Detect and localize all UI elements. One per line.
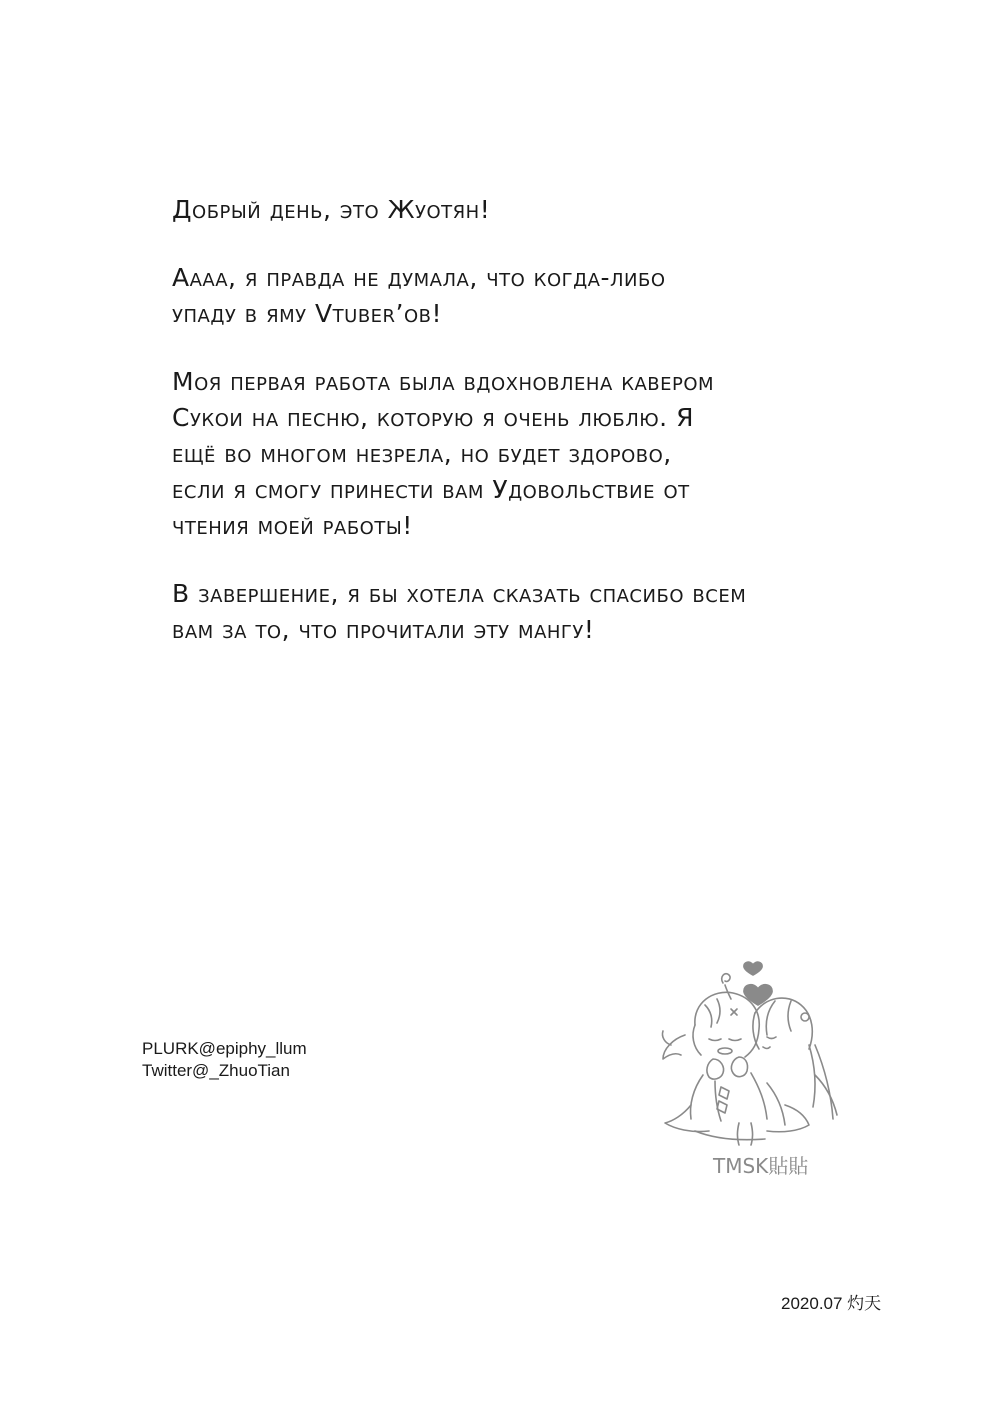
paragraph-1-line-2: упаду в яму Vtuber’ов! xyxy=(172,299,443,328)
afterword-letter xyxy=(172,192,852,680)
paragraph-2 xyxy=(172,364,852,544)
signature-date: 2020.07 灼天 xyxy=(781,1294,882,1313)
paragraph-2-line-4: если я смогу принести вам Удовольствие от xyxy=(172,475,690,504)
paragraph-2-line-5: чтения моей работы! xyxy=(172,511,413,540)
paragraph-1-line-1: Аааа, я правда не думала, что когда-либо xyxy=(172,263,666,292)
paragraph-2-line-1: Моя первая работа была вдохновлена кавером xyxy=(172,367,715,396)
paragraph-2-line-3: ещё во многом незрела, но будет здорово, xyxy=(172,439,672,468)
plurk-handle: PLURK@epiphy_llum xyxy=(142,1039,307,1058)
author-contacts xyxy=(142,1038,307,1082)
paragraph-3 xyxy=(172,576,852,648)
paragraph-2-line-2: Сукои на песню, которую я очень люблю. Я xyxy=(172,403,694,432)
greeting xyxy=(172,192,852,228)
small-heart-icon xyxy=(744,962,762,975)
paragraph-3-line-2: вам за то, что прочитали эту мангу! xyxy=(172,615,595,644)
illustration-caption: TMSK貼貼 xyxy=(713,1154,809,1178)
twitter-handle: Twitter@_ZhuoTian xyxy=(142,1061,290,1080)
greeting-line: Добрый день, это Жуотян! xyxy=(172,195,491,224)
paragraph-3-line-1: В завершение, я бы хотела сказать спасибо всем xyxy=(172,579,747,608)
paragraph-1 xyxy=(172,260,852,332)
chibi-couple-illustration xyxy=(655,955,865,1185)
